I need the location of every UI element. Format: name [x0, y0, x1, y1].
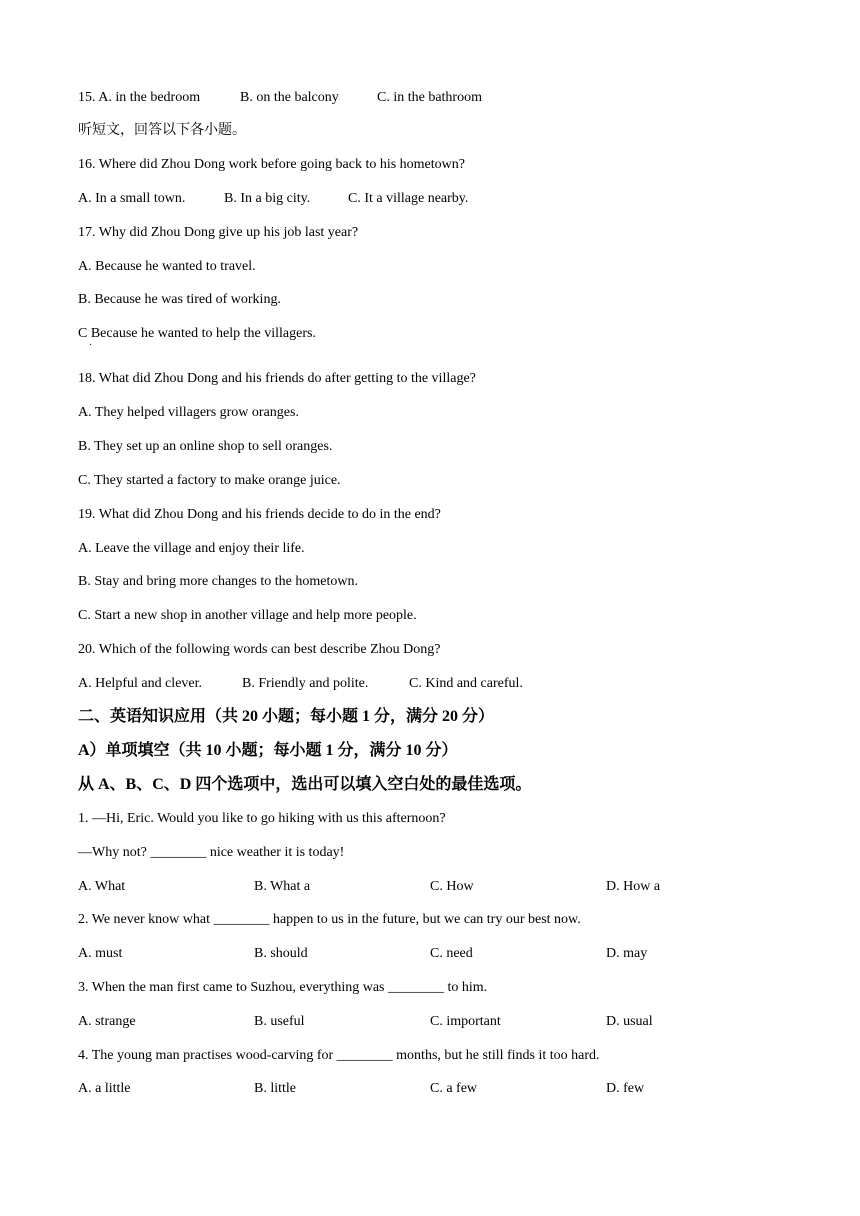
q16-option-b: B. In a big city.: [224, 191, 311, 206]
q1-line2: —Why not? ________ nice weather it is today!: [78, 845, 345, 860]
q2-option-a: A. must: [78, 946, 123, 961]
q15-option-a: 15. A. in the bedroom: [78, 90, 201, 105]
q3-option-c: C. important: [430, 1014, 501, 1029]
q1-option-c: C. How: [430, 879, 474, 894]
section-title: 二、英语知识应用（共 20 小题；每小题 1 分，满分 20 分）: [78, 708, 495, 725]
q20-option-b: B. Friendly and polite.: [242, 676, 369, 691]
q2-option-d: D. may: [606, 946, 648, 961]
q2-option-c: C. need: [430, 946, 473, 961]
q4-stem: 4. The young man practises wood-carving for ________ months, but he still finds it too hard.: [78, 1048, 600, 1063]
q1-option-b: B. What a: [254, 879, 311, 894]
q3-option-b: B. useful: [254, 1014, 305, 1029]
q19-option-b: B. Stay and bring more changes to the hometown.: [78, 574, 358, 589]
q1-option-d: D. How a: [606, 879, 661, 894]
q2-stem: 2. We never know what ________ happen to us in the future, but we can try our best now.: [78, 912, 581, 927]
q16-stem: 16. Where did Zhou Dong work before going back to his hometown?: [78, 157, 465, 172]
q17-stem: 17. Why did Zhou Dong give up his job last year?: [78, 225, 359, 240]
passage-instruction: 听短文，回答以下各小题。: [78, 123, 246, 138]
stray-dot-mark: ·: [89, 340, 93, 351]
q20-option-c: C. Kind and careful.: [409, 676, 523, 691]
q17-option-c: C Because he wanted to help the villagers.: [78, 326, 316, 341]
q16-option-a: A. In a small town.: [78, 191, 186, 206]
q2-option-b: B. should: [254, 946, 308, 961]
q18-option-b: B. They set up an online shop to sell oranges.: [78, 439, 333, 454]
q17-option-a: A. Because he wanted to travel.: [78, 259, 256, 274]
q4-option-d: D. few: [606, 1081, 645, 1096]
q18-option-c: C. They started a factory to make orange juice.: [78, 473, 341, 488]
q17-option-b: B. Because he was tired of working.: [78, 292, 281, 307]
section-instruction: 从 A、B、C、D 四个选项中，选出可以填入空白处的最佳选项。: [78, 776, 532, 793]
q20-option-a: A. Helpful and clever.: [78, 676, 203, 691]
q3-option-a: A. strange: [78, 1014, 136, 1029]
q18-stem: 18. What did Zhou Dong and his friends do after getting to the village?: [78, 371, 476, 386]
q15-option-b: B. on the balcony: [240, 90, 339, 105]
q16-option-c: C. It a village nearby.: [348, 191, 469, 206]
q3-option-d: D. usual: [606, 1014, 653, 1029]
q15-option-c: C. in the bathroom: [377, 90, 482, 105]
q4-option-c: C. a few: [430, 1081, 478, 1096]
q20-stem: 20. Which of the following words can best describe Zhou Dong?: [78, 642, 441, 657]
q19-option-c: C. Start a new shop in another village and help more people.: [78, 608, 417, 623]
q3-stem: 3. When the man first came to Suzhou, everything was ________ to him.: [78, 980, 488, 995]
q4-option-b: B. little: [254, 1081, 296, 1096]
q4-option-a: A. a little: [78, 1081, 131, 1096]
q19-option-a: A. Leave the village and enjoy their life.: [78, 541, 305, 556]
subsection-title: A）单项填空（共 10 小题；每小题 1 分，满分 10 分）: [78, 742, 458, 759]
q1-option-a: A. What: [78, 879, 126, 894]
q1-line1: 1. —Hi, Eric. Would you like to go hiking with us this afternoon?: [78, 811, 446, 826]
q19-stem: 19. What did Zhou Dong and his friends decide to do in the end?: [78, 507, 441, 522]
q18-option-a: A. They helped villagers grow oranges.: [78, 405, 299, 420]
